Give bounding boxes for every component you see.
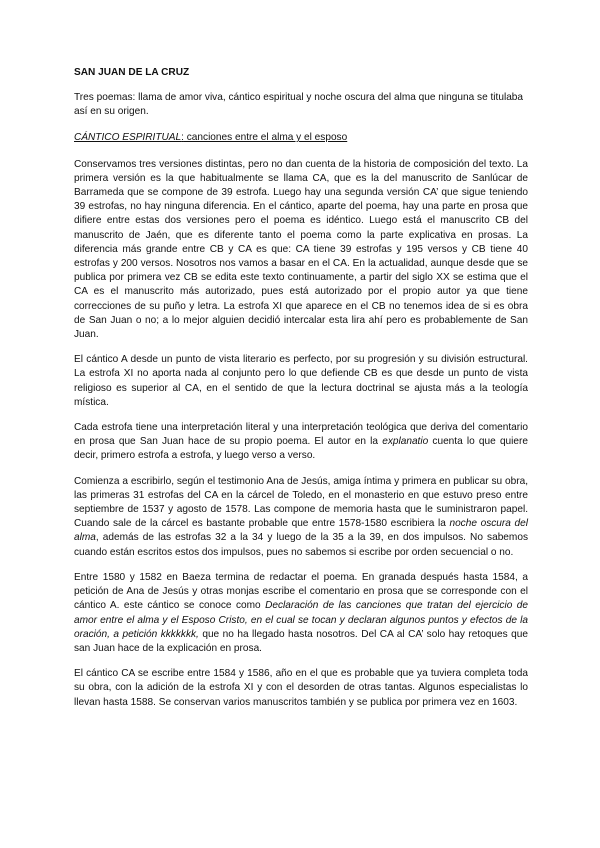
paragraph-interpretation xyxy=(74,421,528,464)
paragraph-baeza xyxy=(74,571,528,656)
section-heading-colon: : xyxy=(181,132,184,144)
paragraph-interpretation-end: cuenta lo que quiere decir, primero estrofa a estrofa, y luego verso a verso. xyxy=(74,436,528,462)
paragraph-versions: Conservamos tres versiones distintas, pero no dan cuenta de la historia de composición del texto. La primera versión es la que habitualmente se llama CA, que es la del manuscrito de Sanlúcar de Barrameda que se compone de 39 estrofa. Luego hay una segunda versión CA’ que sigue teniendo 39 estrofas, no hay ninguna diferencia. En el cántico, aparte del poema, hay una parte en prosa que difiere entre estas dos versiones pero el poema es idéntico. Luego está el manuscrito CB del manuscrito de Jaén, que es diferente tanto el poema como la parte explicativa en prosas. La diferencia más grande entre CB y CA es que: CA tiene 39 estrofas y 195 versos y CB tiene 40 estrofas y 200 versos. Nosotros nos vamos a basar en el CA. En la actualidad, aunque desde que se publica por primera vez CB se edita este texto continuamente, a partir del siglo XX se estima que el CA es el manuscrito más autorizado, pues está autorizado por el propio autor ya que tiene correcciones de su puño y letra. La estrofa XI que aparece en el CB no tenemos idea de si es obra de San Juan o no; a lo mejor alguien decidió intercalar esta lira ahí pero es probablemente de San Juan. xyxy=(74,158,528,341)
paragraph-baeza-end: que no ha llegado hasta nosotros. Del CA al CA’ solo hay retoques que san Juan hace de la explicación en prosa. xyxy=(74,628,528,654)
paragraph-composition-end: , además de las estrofas 32 a la 34 y luego de la 35 a la 39, en dos impulsos. No sabemos cuando están escritos estos dos impulsos, pues no sabemos si escribe por orden secuencial o no. xyxy=(74,532,528,558)
paragraph-composition xyxy=(74,475,528,560)
paragraph-composition-text: Comienza a escribirlo, según el testimonio Ana de Jesús, amiga íntima y primera en publicar su obra, las primeras 31 estrofas del CA en la cárcel de Toledo, en el monasterio en que estuvo preso entre septiembre de 1537 y agosto de 1578. Las compone de memoria hasta que le suministraron papel. Cuando sale de la cárcel es bastante probable que entre 1578-1580 escribiera la xyxy=(74,475,528,530)
intro-paragraph: Tres poemas: llama de amor viva, cántico espiritual y noche oscura del alma que ninguna se titulaba así en su origen. xyxy=(74,92,524,118)
section-heading xyxy=(74,131,528,145)
noche-oscura-title: noche oscura del alma xyxy=(74,518,528,544)
document-title: SAN JUAN DE LA CRUZ xyxy=(74,67,190,78)
section-heading-italic: CÁNTICO ESPIRITUAL xyxy=(74,132,182,144)
paragraph-baeza-text: Entre 1580 y 1582 en Baeza termina de redactar el poema. En granada después hasta 1584, a petición de Ana de Jesús y otras monjas escribe el comentario en prosa que se corresponde con el cántico A. este cántico se conoce como xyxy=(74,571,528,612)
paragraph-cantico-ca: El cántico CA se escribe entre 1584 y 1586, año en el que es probable que ya tuviera completa toda su obra, con la adición de la estrofa XI y con el desorden de otras tantas. Algunos especialistas lo llevan hasta 1588. Se conservan varios manuscritos también y se publica por primera vez en 1603. xyxy=(74,668,528,708)
explanatio-term: explanatio xyxy=(382,436,429,448)
paragraph-interpretation-text: Cada estrofa tiene una interpretación literal y una interpretación teológica que deriva del comentario en prosa que San Juan hace de su propio poema. El autor en la xyxy=(74,422,528,448)
section-heading-rest: canciones entre el alma y el esposo xyxy=(183,132,348,144)
paragraph-literary-view: El cántico A desde un punto de vista literario es perfecto, por su progresión y su división estructural. La estrofa XI no aporta nada al conjunto pero lo que defiende CB es que desde un punto de vista religioso es superior al CA, en el sentido de que la lectura doctrinal se ajusta más a la teología mística. xyxy=(74,354,528,408)
document-page xyxy=(74,66,528,721)
declaracion-title: Declaración de las canciones que tratan del ejercicio de amor entre el alma y el Esposo Cristo, en el cual se tocan y declaran algunos puntos y efectos de la oración, a petición kkkkkkk, xyxy=(74,600,529,640)
